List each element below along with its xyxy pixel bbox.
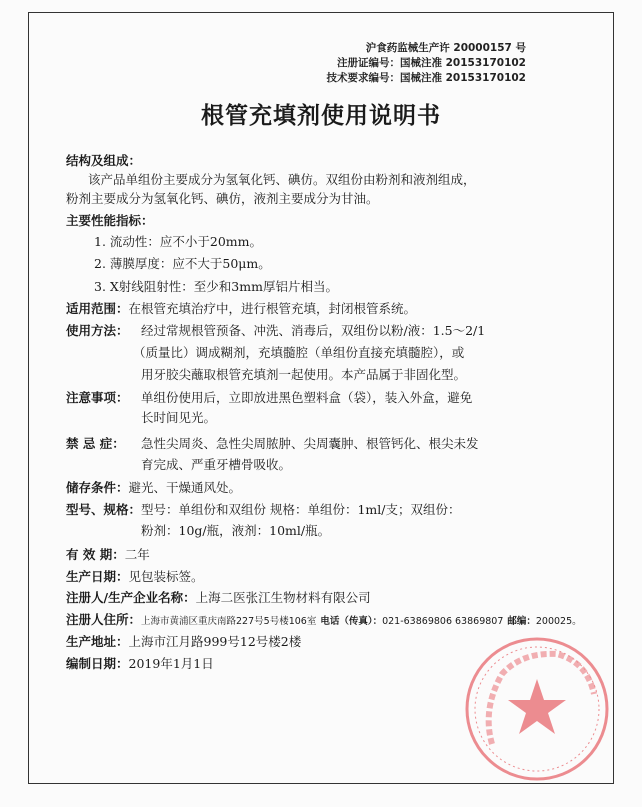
usage-line-3: 用牙胶尖蘸取根管充填剂一起使用。本产品属于非固化型。 [141,367,467,382]
notes-line-2: 长时间见光。 [141,410,217,425]
document-title: 根管充填剂使用说明书 [201,103,441,129]
structure-label: 结构及组成： [66,153,142,168]
site-row [66,634,301,650]
phone-text: 021-63869806 63869807 [382,616,504,627]
notes-line-1: 单组份使用后，立即放进黑色塑料盒（袋），装入外盒，避免 [141,390,473,405]
contraindication-line-2: 育完成、严重牙槽骨吸收。 [141,457,292,472]
notes-label: 注意事项： [66,390,129,405]
model-line-2: 粉剂：10g/瓶，液剂：10ml/瓶。 [141,523,331,538]
performance-item-3: 3. X射线阻射性：至少和3mm厚铝片相当。 [94,279,338,294]
storage-label: 储存条件： [66,480,129,495]
compiled-row [66,656,214,672]
validity-text: 二年 [124,547,150,562]
production-date-label: 生产日期： [66,569,129,584]
model-label: 型号、规格： [66,502,142,517]
company-seal-stamp [462,634,612,784]
scope-text: 在根管充填治疗中，进行根管充填，封闭根管系统。 [128,301,417,316]
compiled-label: 编制日期： [66,656,129,671]
registrant-text: 上海二医张江生物材料有限公司 [195,590,371,605]
validity-label: 有 效 期： [66,547,125,562]
registrant-label: 注册人/生产企业名称： [66,590,196,605]
performance-item-2: 2. 薄膜厚度：应不大于50μm。 [94,256,271,271]
phone-label: 电话（传真）： [320,616,383,627]
registrant-row [66,590,371,606]
scope-label: 适用范围： [66,301,129,316]
usage-line-2: （质量比）调成糊剂，充填髓腔（单组份直接充填髓腔），或 [133,345,465,360]
zip-text: 200025。 [535,616,582,627]
compiled-text: 2019年1月1日 [128,656,214,671]
production-date-text: 见包装标签。 [128,569,204,584]
contraindication-line-1: 急性尖周炎、急性尖周脓肿、尖周囊肿、根管钙化、根尖未发 [141,436,479,451]
site-text: 上海市江月路999号12号楼2楼 [128,634,302,649]
structure-line-2: 粉剂主要成分为氢氧化钙、碘仿，液剂主要成分为甘油。 [66,191,379,206]
storage-text: 避光、干燥通风处。 [128,480,242,495]
structure-line-1: 该产品单组份主要成分为氢氧化钙、碘仿。双组份由粉剂和液剂组成， [88,172,476,187]
address-row [66,612,582,630]
model-line-1: 型号：单组份和双组份 规格：单组份：1ml/支；双组份： [141,502,461,517]
usage-label: 使用方法： [66,323,129,338]
production-date-row [66,569,204,585]
usage-line-1: 经过常规根管预备、冲洗、消毒后，双组份以粉/液：1.5～2/1 [141,323,486,338]
zip-label: 邮编： [507,616,536,627]
performance-label: 主要性能指标： [66,213,154,228]
registration-number: 注册证编号：国械注准 20153170102 [336,57,526,69]
address-text: 上海市黄浦区重庆南路227号5号楼106室 [141,616,317,627]
performance-item-1: 1. 流动性：应不小于20mm。 [94,234,263,249]
scope-row [66,301,416,317]
site-label: 生产地址： [66,634,129,649]
contraindication-label: 禁 忌 症： [66,436,125,451]
storage-row [66,480,241,496]
tech-requirement-number: 技术要求编号：国械注准 20153170102 [326,72,526,84]
license-number: 沪食药监械生产许 20000157 号 [365,42,526,54]
validity-row [66,547,150,563]
address-label: 注册人住所： [66,612,142,627]
